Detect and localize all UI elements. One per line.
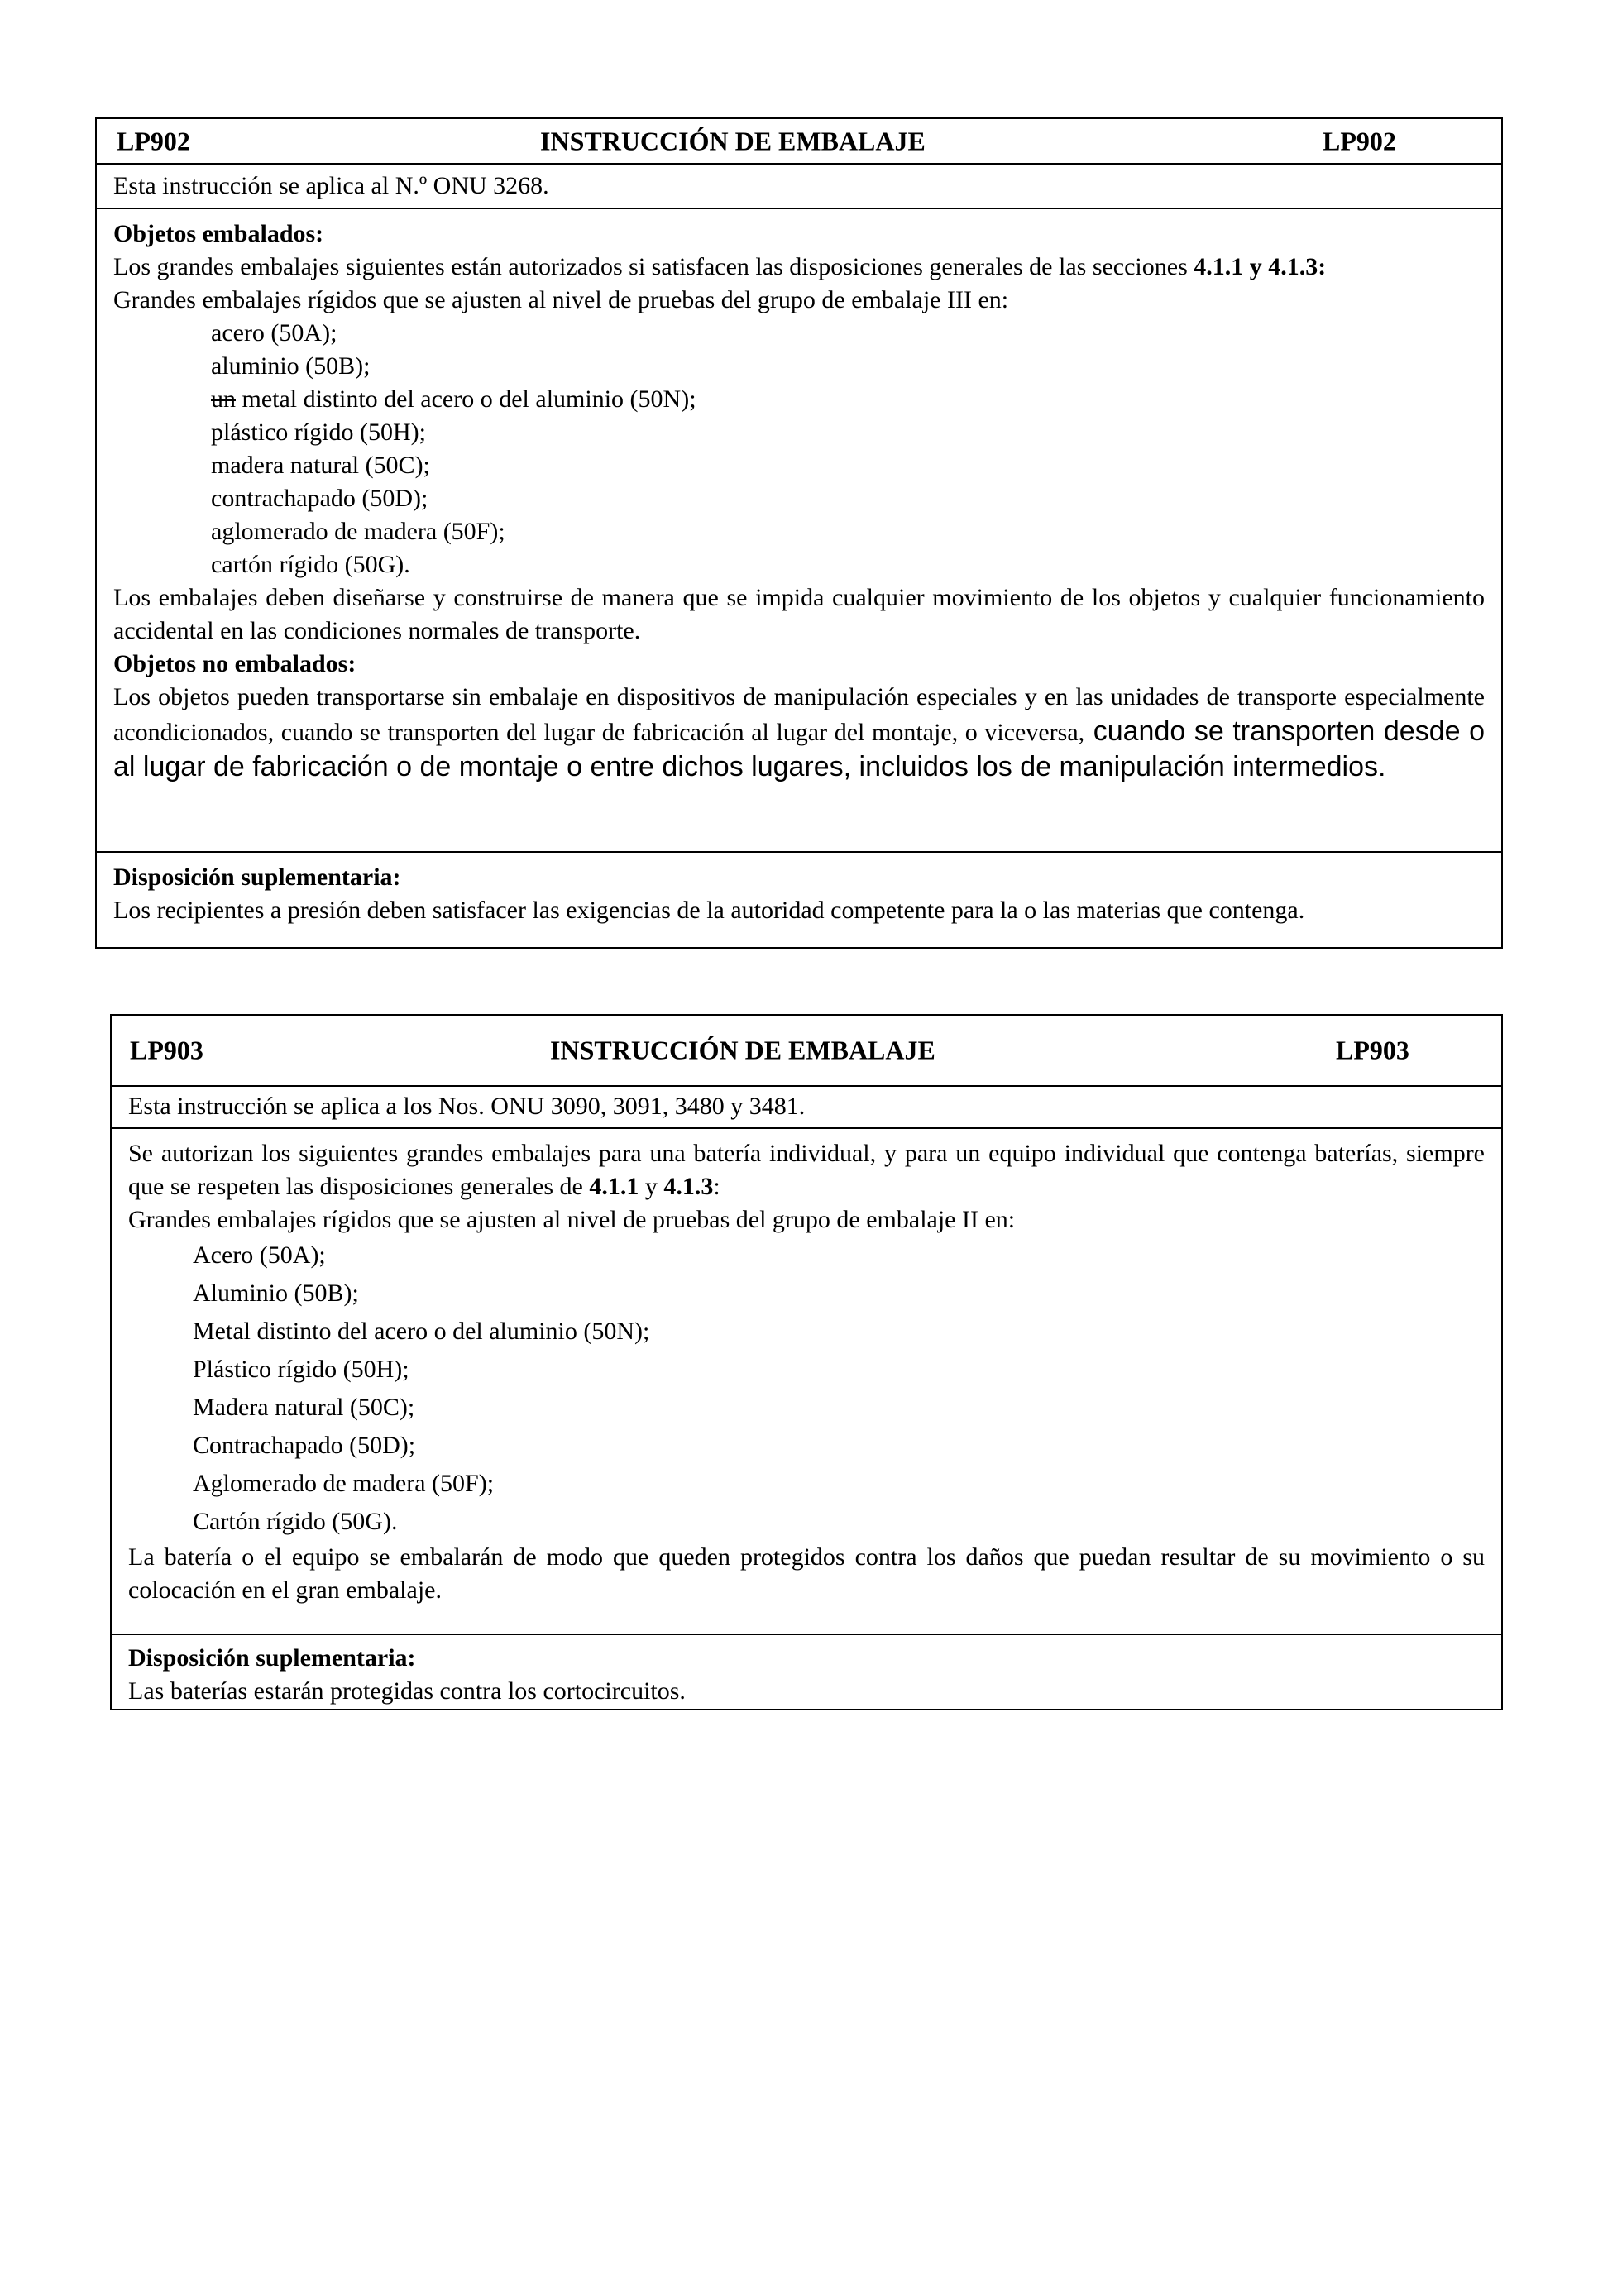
- list-item: madera natural (50C);: [211, 452, 430, 479]
- packaging-list: [128, 1236, 1485, 1541]
- supplementary-heading: Disposición suplementaria:: [128, 1644, 416, 1672]
- packed-intro: [113, 251, 1485, 284]
- unpacked-paragraph: [113, 681, 1485, 785]
- struck-text: un: [211, 385, 236, 413]
- supplementary-text: Los recipientes a presión deben satisfacer las exigencias de la autoridad competente para la o las materias que contenga.: [113, 897, 1305, 924]
- list-item: cartón rígido (50G).: [211, 551, 410, 578]
- list-item: acero (50A);: [211, 319, 337, 347]
- intro-suffix: :: [713, 1173, 720, 1200]
- supplementary-text: Las baterías estarán protegidas contra los cortocircuitos.: [128, 1677, 686, 1705]
- list-item: [211, 383, 1485, 416]
- list-item: Cartón rígido (50G).: [193, 1508, 398, 1535]
- instruction-code-left: LP902: [117, 126, 190, 155]
- list-item: Madera natural (50C);: [193, 1394, 415, 1421]
- list-item: plástico rígido (50H);: [211, 419, 426, 446]
- intro-section-1: 4.1.1: [589, 1173, 639, 1200]
- packed-heading: Objetos embalados:: [113, 220, 324, 247]
- header-row: [97, 119, 1501, 165]
- intro-paragraph: [128, 1137, 1485, 1203]
- packaging-list: [113, 317, 1485, 581]
- supplementary-row: [112, 1635, 1501, 1708]
- rigid-intro: Grandes embalajes rígidos que se ajusten al nivel de pruebas del grupo de embalaje III en:: [113, 286, 1009, 313]
- list-item: Aglomerado de madera (50F);: [193, 1470, 495, 1497]
- packed-paragraph: Los embalajes deben diseñarse y construirse de manera que se impida cualquier movimiento de los objetos y cualquier funcionamiento accidental en las condiciones normales de transporte.: [113, 584, 1485, 644]
- instruction-code-left: LP903: [130, 1035, 203, 1065]
- list-item: Acero (50A);: [193, 1241, 326, 1269]
- list-item: Metal distinto del acero o del aluminio (50N);: [193, 1318, 650, 1345]
- packed-intro-sections: 4.1.1 y 4.1.3:: [1194, 253, 1327, 280]
- list-item: Aluminio (50B);: [193, 1280, 359, 1307]
- packing-instruction-lp903: [110, 1014, 1503, 1710]
- list-item: Contrachapado (50D);: [193, 1432, 416, 1459]
- list-item: aluminio (50B);: [211, 352, 371, 380]
- applies-to-row: Esta instrucción se aplica a los Nos. ONU 3090, 3091, 3480 y 3481.: [112, 1087, 1501, 1129]
- intro-section-2: 4.1.3: [663, 1173, 714, 1200]
- instruction-code-right: LP903: [1336, 1035, 1409, 1065]
- packed-intro-text: Los grandes embalajes siguientes están autorizados si satisfacen las disposiciones generales de las secciones: [113, 253, 1194, 280]
- instruction-code-right: LP902: [1323, 126, 1396, 155]
- packing-instruction-lp902: [95, 117, 1503, 949]
- intro-and: y: [639, 1173, 664, 1200]
- list-item-text: metal distinto del acero o del aluminio (50N);: [242, 385, 696, 413]
- unpacked-heading: Objetos no embalados:: [113, 650, 356, 677]
- applies-to-row: Esta instrucción se aplica al N.º ONU 3268.: [97, 165, 1501, 209]
- supplementary-row: [97, 853, 1501, 927]
- unpacked-text: Los objetos pueden transportarse sin embalaje en dispositivos de manipulación especiales y en las unidades de transporte especialmente acondicionados, cuando se transporten del lugar de fabricación al lugar del montaje, o viceversa,: [113, 683, 1485, 746]
- instruction-title: INSTRUCCIÓN DE EMBALAJE: [550, 1035, 935, 1065]
- main-provisions-row: [112, 1129, 1501, 1635]
- unpacked-text-amended: cuando se transporten desde o al lugar de fabricación o de montaje o entre dichos lugares, incluidos los de manipulación intermedios.: [113, 715, 1485, 782]
- instruction-title: INSTRUCCIÓN DE EMBALAJE: [540, 126, 926, 155]
- header-row: [112, 1016, 1501, 1087]
- closing-paragraph: La batería o el equipo se embalarán de modo que queden protegidos contra los daños que puedan resultar de su movimiento o su colocación en el gran embalaje.: [128, 1543, 1485, 1604]
- rigid-intro: Grandes embalajes rígidos que se ajusten al nivel de pruebas del grupo de embalaje II en:: [128, 1206, 1016, 1233]
- supplementary-heading: Disposición suplementaria:: [113, 863, 401, 891]
- list-item: contrachapado (50D);: [211, 485, 428, 512]
- list-item: aglomerado de madera (50F);: [211, 518, 505, 545]
- list-item: Plástico rígido (50H);: [193, 1356, 409, 1383]
- main-provisions-row: [97, 209, 1501, 853]
- intro-text: Se autorizan los siguientes grandes embalajes para una batería individual, y para un equipo individual que contenga baterías, siempre que se respeten las disposiciones generales de: [128, 1140, 1485, 1200]
